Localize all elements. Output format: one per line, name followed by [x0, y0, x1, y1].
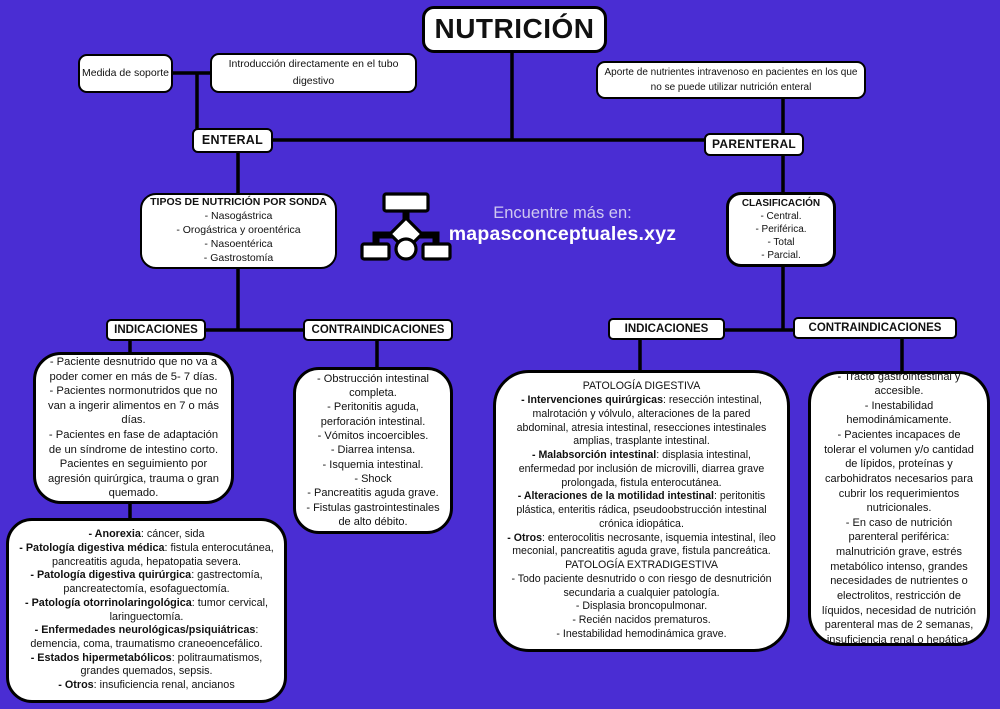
text-line: - Periférica. [755, 223, 807, 235]
parenteral-classification-list [755, 210, 806, 263]
enteral-indications-detail-box [6, 518, 287, 703]
text-line: - Nasogástrica [204, 210, 273, 223]
text-line: - Shock [354, 472, 392, 485]
tube-feeding-types-box [140, 193, 337, 269]
enteral-label: ENTERAL [192, 128, 273, 153]
text-line: - Otros: insuficiencia renal, ancianos [58, 679, 235, 692]
text-line: - Orogástrica y oroentérica [176, 224, 301, 237]
text-line: - Obstrucción intestinal completa. [317, 372, 429, 400]
enteral-contraindications-box [293, 367, 453, 534]
text-line: - Displasia broncopulmonar. [575, 600, 708, 613]
text-line: - Tracto gastrointestinal y accesible. [837, 370, 961, 398]
text-line: - Gastrostomía [203, 251, 274, 264]
text-line: - Todo paciente desnutrido o con riesgo de desnutrición secundaria a cualquier patología. [511, 572, 772, 599]
parenteral-contraindications-box [808, 371, 990, 646]
text-line: PATOLOGÍA EXTRADIGESTIVA [565, 559, 718, 572]
text-line: - Diarrea intensa. [330, 444, 416, 457]
parenteral-indications-label: INDICACIONES [608, 318, 725, 340]
text-line: - Isquemia intestinal. [322, 458, 424, 471]
parenteral-indications-box [493, 370, 790, 652]
text-line: - Otros: enterocolitis necrosante, isquemia intestinal, íleo meconial, pancreatitis aguda grave, fistula pancreática. [507, 531, 776, 558]
flowchart-logo-icon [360, 190, 452, 267]
page-title: NUTRICIÓN [422, 6, 607, 53]
text-line: - Alteraciones de la motilidad intestinal: peritonitis plástica, enteritis rádica, pseudoobstrucción intestinal crónica idiopática. [516, 490, 767, 530]
enteral-indications-box [33, 352, 234, 504]
text-line: - Pacientes en fase de adaptación de un síndrome de intestino corto. Pacientes en seguimiento por agresión quirúrgica, trauma o gran quemado. [47, 429, 219, 500]
text-line: - Peritonitis aguda, perforación intestinal. [320, 401, 426, 428]
parenteral-definition-box: Aporte de nutrientes intravenoso en pacientes en los que no se puede utilizar nutrición enteral [596, 61, 866, 99]
tube-feeding-types-list [176, 210, 300, 265]
text-line: - Vómitos incoercibles. [317, 430, 429, 443]
enteral-contraindications-label: CONTRAINDICACIONES [303, 319, 453, 341]
text-line: - Patología digestiva médica: fistula enterocutánea, pancreatitis aguda, hepatopatia severa. [19, 541, 274, 568]
text-line: - Enfermedades neurológicas/psiquiátricas: demencia, coma, traumatismo craneoencefálico. [30, 624, 263, 650]
enteral-indications-label: INDICACIONES [106, 319, 206, 341]
text-line: - Estados hipermetabólicos: politraumatismos, grandes quemados, sepsis. [30, 651, 263, 678]
watermark [445, 204, 680, 246]
text-line: - Anorexia: cáncer, sida [88, 528, 205, 541]
support-note-box: Medida de soporte [78, 54, 173, 93]
text-line: PATOLOGÍA DIGESTIVA [582, 380, 701, 393]
text-line: - Fistulas gastrointestinales de alto débito. [306, 501, 440, 528]
text-line: - En caso de nutrición parenteral periférica: malnutrición grave, estrés metabólico intenso, grandes necesidades de nutrientes o electrolitos, restricción de líquidos, necesidad de nutrición parenteral mas de 2 semanas, insuficiencia renal o hepática. [821, 516, 977, 646]
text-line: - Patología digestiva quirúrgica: gastrectomía, pancreatectomía, esofaguectomía. [30, 569, 263, 596]
text-line: - Parcial. [761, 250, 801, 262]
watermark-site: mapasconceptuales.xyz [448, 223, 677, 245]
text-line: - Central. [760, 210, 802, 222]
text-line: - Pacientes incapaces de tolerar el volumen y/o cantidad de lípidos, proteínas y carbohidratos necesarios para cubrir los requerimientos nutricionales. [824, 429, 974, 515]
text-line: - Inestabilidad hemodinámicamente. [846, 399, 952, 427]
parenteral-label: PARENTERAL [704, 133, 804, 156]
text-line: - Patología otorrinolaringológica: tumor cervical, laringuectomía. [25, 596, 268, 623]
tube-feeding-types-title: TIPOS DE NUTRICIÓN POR SONDA [150, 196, 327, 209]
text-line: - Pacientes normonutridos que no van a ingerir alimentos en 7 o más días. [47, 385, 219, 427]
text-line: - Malabsorción intestinal: displasia intestinal, enfermedad por inclusión de microvilli, diarrea grave prolongada, fistula enterocutánea. [518, 449, 765, 489]
text-line: - Paciente desnutrido que no va a poder comer en más de 5- 7 días. [49, 356, 218, 383]
text-line: - Inestabilidad hemodinámica grave. [556, 628, 727, 641]
text-line: - Nasoentérica [204, 237, 273, 250]
enteral-definition-box: Introducción directamente en el tubo digestivo [210, 53, 417, 93]
watermark-prefix: Encuentre más en: [493, 204, 632, 222]
text-line: - Total [767, 237, 795, 249]
text-line: - Intervenciones quirúrgicas: resección intestinal, malrotación y vólvulo, alteraciones de la pared abdominal, atresia intestinal, resecciones intestinales amplias, trasplante intestinal. [516, 394, 767, 448]
parenteral-classification-box [726, 192, 836, 267]
parenteral-contraindications-label: CONTRAINDICACIONES [793, 317, 957, 339]
parenteral-classification-title: CLASIFICACIÓN [741, 197, 821, 209]
text-line: - Pancreatitis aguda grave. [307, 487, 439, 500]
text-line: - Recién nacidos prematuros. [572, 614, 711, 627]
